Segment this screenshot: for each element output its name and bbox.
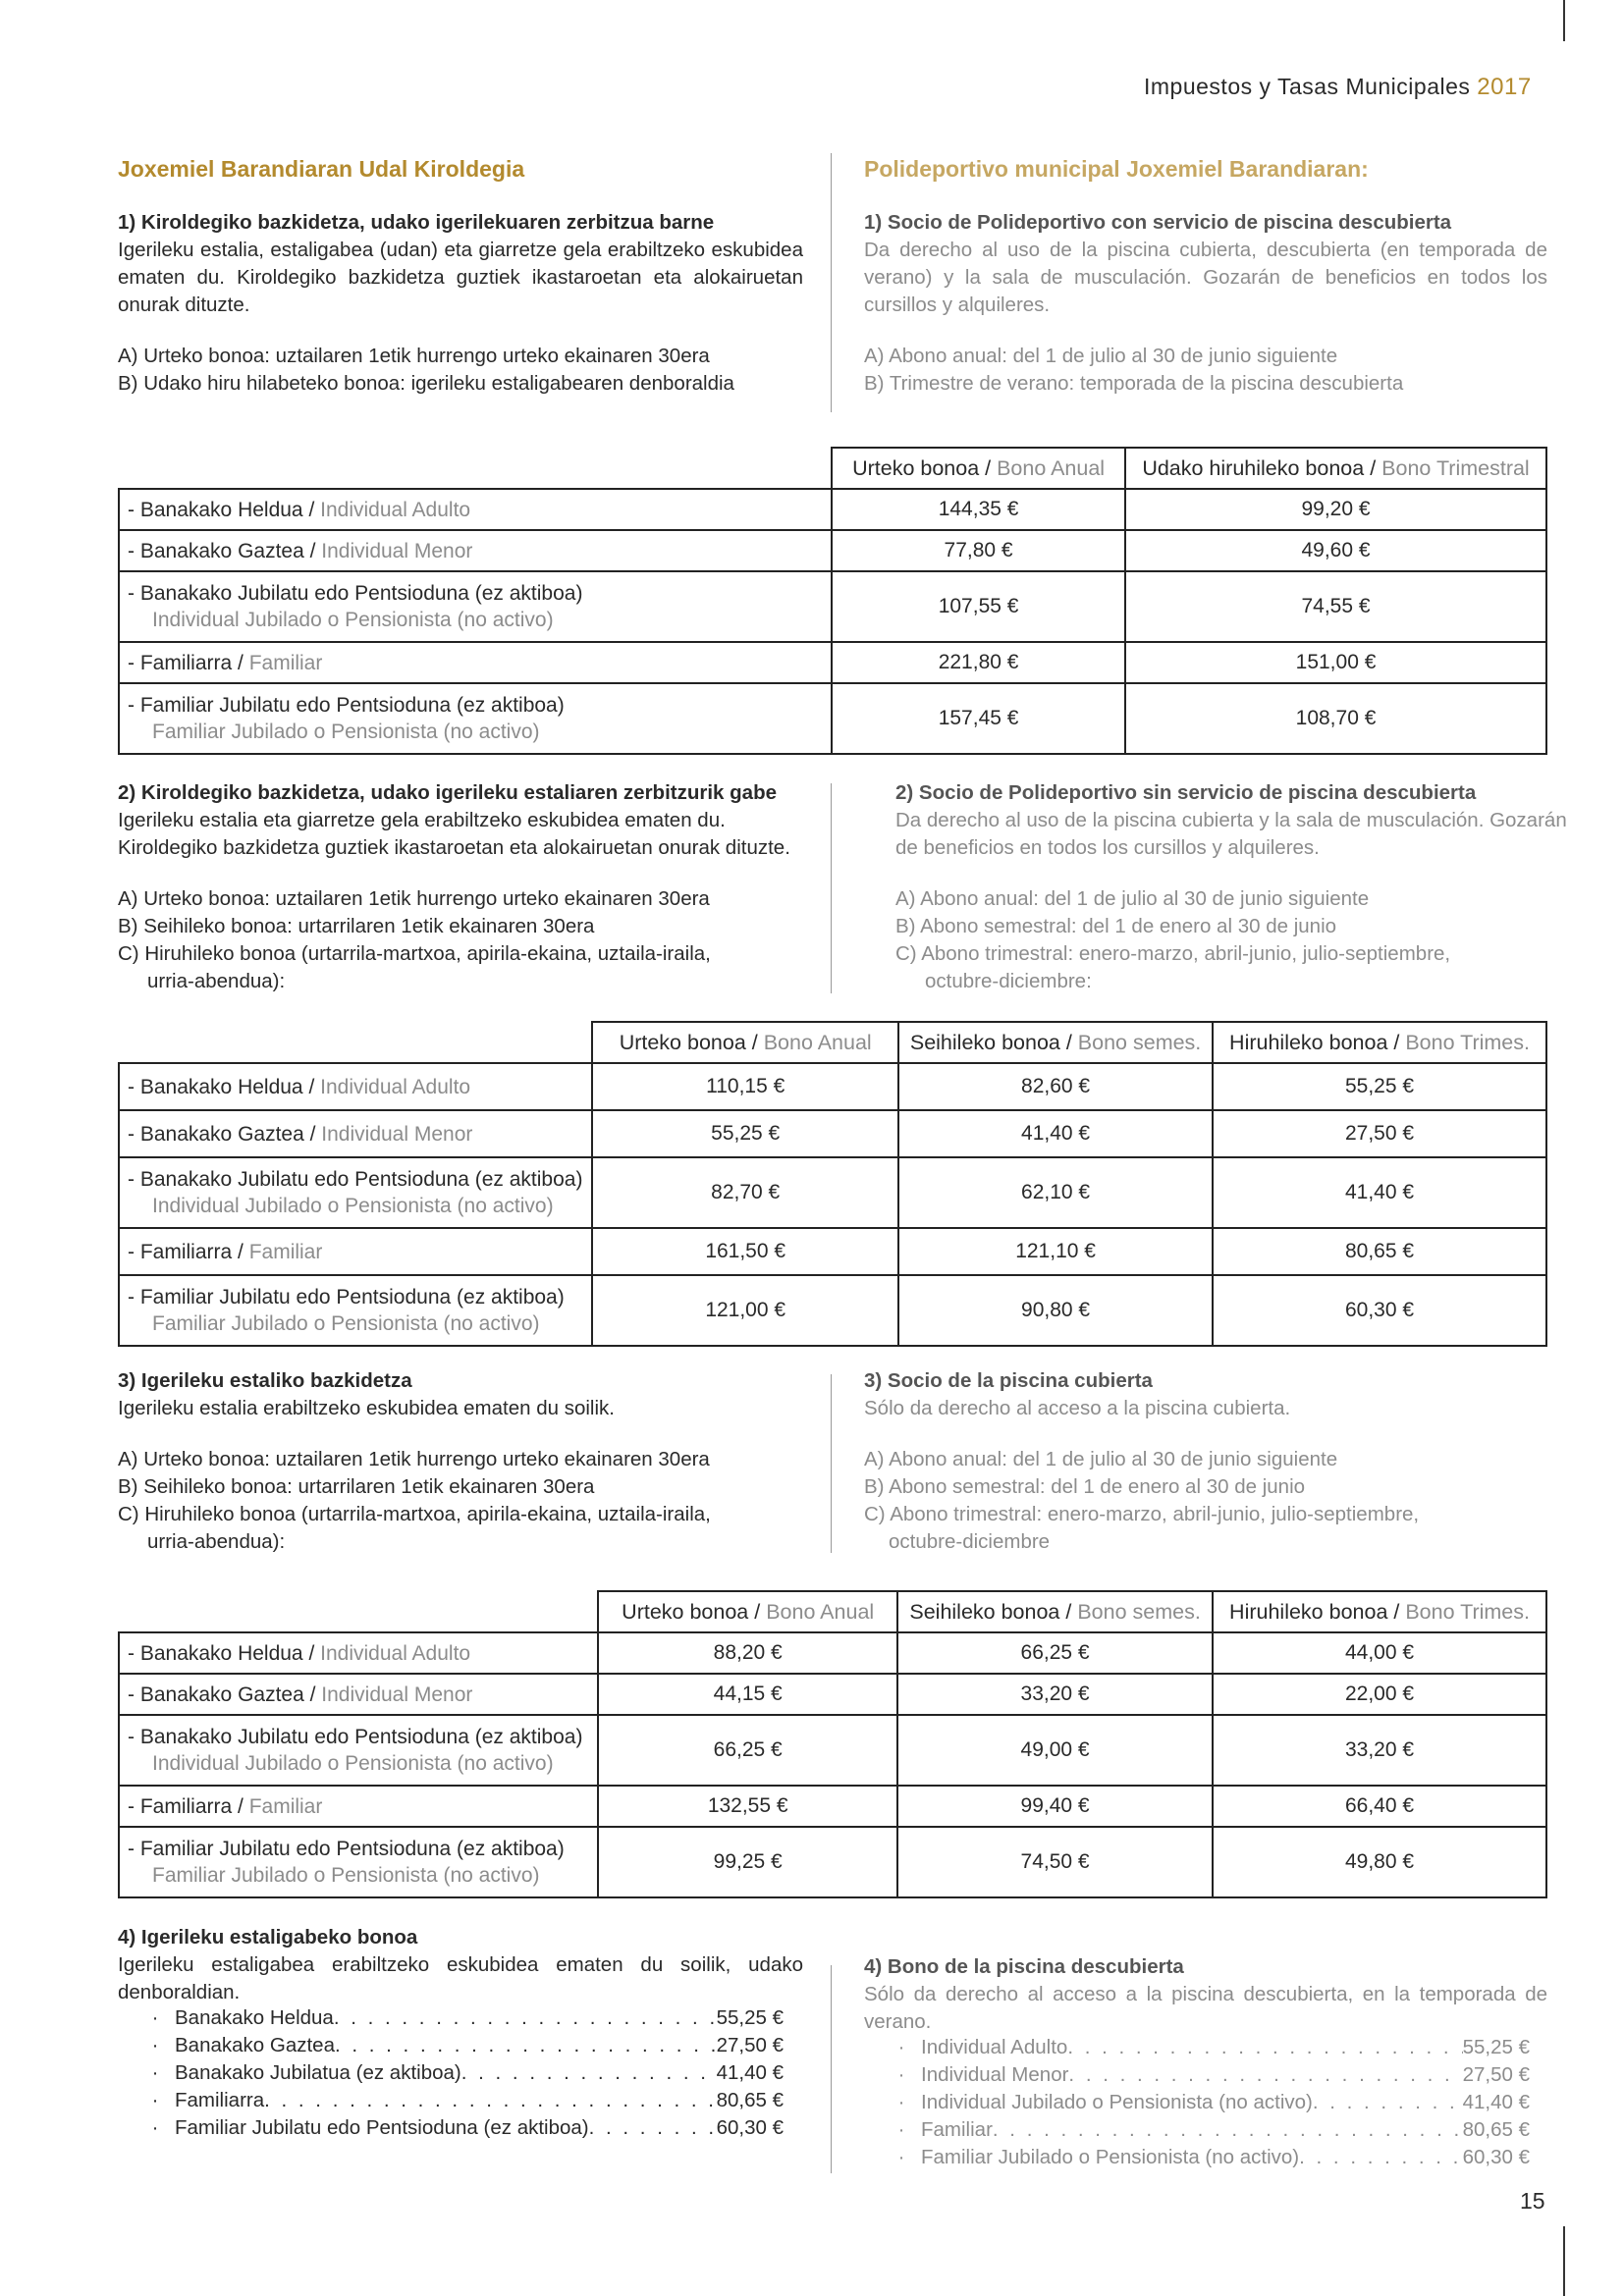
- s2-es-a: A) Abono anual: del 1 de julio al 30 de junio siguiente: [895, 887, 1370, 910]
- s3-eu-a: A) Urteko bonoa: uztailaren 1etik hurrengo urteko ekainaren 30era: [118, 1448, 710, 1470]
- table-row: - Banakako Heldua / Individual Adulto 110,15 € 82,60 € 55,25 €: [119, 1063, 1546, 1110]
- list-item: · Banakako Jubilatua (ez aktiboa) . . . 41,40 €: [135, 2059, 784, 2087]
- bottom-margin-rule: [1563, 2226, 1565, 2296]
- s4-es-price-list: [882, 2034, 1530, 2171]
- s3-es-c1: C) Abono trimestral: enero-marzo, abril-junio, julio-septiembre,: [864, 1503, 1420, 1525]
- s4-eu-price-list: [135, 2004, 784, 2142]
- s2-es-body-2: de beneficios en todos los cursillos y alquileres.: [895, 836, 1320, 859]
- table-header: Hiruhileko bonoa / Bono Trimes.: [1213, 1022, 1546, 1063]
- top-margin-rule: [1563, 0, 1565, 41]
- table-header: Urteko bonoa / Bono Anual: [598, 1591, 897, 1632]
- right-heading: Polideportivo municipal Joxemiel Barandiaran:: [864, 156, 1369, 182]
- s2-es-b: B) Abono semestral: del 1 de enero al 30 de junio: [895, 915, 1337, 937]
- s1-es-body: Da derecho al uso de la piscina cubierta, descubierta (en temporada de verano) y la sala de musculación. Gozarán de beneficios en todos los cursillos y alquileres.: [864, 239, 1547, 316]
- s3-eu-b: B) Seihileko bonoa: urtarrilaren 1etik ekainaren 30era: [118, 1475, 595, 1498]
- table-header-row: [119, 1022, 1546, 1063]
- table-header: Seihileko bonoa / Bono semes.: [897, 1591, 1213, 1632]
- table-row: - Banakako Gaztea / Individual Menor 77,80 € 49,60 €: [119, 530, 1546, 571]
- table-row: - Familiar Jubilatu edo Pentsioduna (ez aktiboa) Familiar Jubilado o Pensionista (no activo) 99,25 € 74,50 € 49,80 €: [119, 1827, 1546, 1897]
- page-header: [1144, 73, 1532, 101]
- header-year: 2017: [1477, 74, 1532, 100]
- s1-spanish: [864, 209, 1547, 398]
- s4-es-title: 4) Bono de la piscina descubierta: [864, 1955, 1184, 1978]
- list-item: · Individual Menor . . . 27,50 €: [882, 2061, 1530, 2089]
- s2-eu-body-2: Kiroldegiko bazkidetza guztiek ikastaroetan eta alokairuetan onurak dituzte.: [118, 836, 790, 859]
- s3-spanish: [864, 1367, 1547, 1556]
- table-row: - Banakako Heldua / Individual Adulto 144,35 € 99,20 €: [119, 489, 1546, 530]
- s3-eu-title: 3) Igerileku estaliko bazkidetza: [118, 1369, 412, 1392]
- list-item: · Banakako Gaztea . . . 27,50 €: [135, 2032, 784, 2059]
- table-row: - Banakako Gaztea / Individual Menor 44,15 € 33,20 € 22,00 €: [119, 1674, 1546, 1715]
- s2-eu-body-1: Igerileku estalia eta giarretze gela erabiltzeko eskubidea ematen du.: [118, 809, 726, 831]
- table-row: - Banakako Heldua / Individual Adulto 88,20 € 66,25 € 44,00 €: [119, 1632, 1546, 1674]
- table-row: - Banakako Jubilatu edo Pentsioduna (ez aktiboa) Individual Jubilado o Pensionista (no activo) 82,70 € 62,10 € 41,40 €: [119, 1157, 1546, 1228]
- s2-basque: [118, 779, 815, 995]
- s2-es-c2: octubre-diciembre:: [925, 970, 1092, 992]
- table-row: - Banakako Jubilatu edo Pentsioduna (ez aktiboa) Individual Jubilado o Pensionista (no activo) 107,55 € 74,55 €: [119, 571, 1546, 642]
- s2-eu-b: B) Seihileko bonoa: urtarrilaren 1etik ekainaren 30era: [118, 915, 595, 937]
- s2-eu-c2: urria-abendua):: [147, 970, 286, 992]
- list-item: · Individual Adulto . . . 55,25 €: [882, 2034, 1530, 2061]
- table-row: - Familiarra / Familiar 132,55 € 99,40 € 66,40 €: [119, 1786, 1546, 1827]
- list-item: · Familiar Jubilado o Pensionista (no activo) . . . 60,30 €: [882, 2144, 1530, 2171]
- s2-eu-c1: C) Hiruhileko bonoa (urtarrila-martxoa, apirila-ekaina, uztaila-iraila,: [118, 942, 711, 965]
- s4-eu-title: 4) Igerileku estaligabeko bonoa: [118, 1926, 418, 1949]
- s4-spanish: [864, 1953, 1547, 2036]
- s2-eu-a: A) Urteko bonoa: uztailaren 1etik hurrengo urteko ekainaren 30era: [118, 887, 710, 910]
- s4-basque: [118, 1924, 803, 2006]
- s4-es-body: Sólo da derecho al acceso a la piscina descubierta, en la temporada de verano.: [864, 1983, 1547, 2033]
- s4-eu-body: Igerileku estaligabea erabiltzeko eskubidea ematen du soilik, udako denboraldian.: [118, 1953, 803, 2003]
- s2-eu-title: 2) Kiroldegiko bazkidetza, udako igerileku estaliaren zerbitzurik gabe: [118, 781, 777, 804]
- table-header: Urteko bonoa / Bono Anual: [832, 448, 1125, 489]
- s3-basque: [118, 1367, 815, 1556]
- table-row: - Familiar Jubilatu edo Pentsioduna (ez aktiboa) Familiar Jubilado o Pensionista (no activo) 157,45 € 108,70 €: [119, 683, 1546, 754]
- table-row: - Familiar Jubilatu edo Pentsioduna (ez aktiboa) Familiar Jubilado o Pensionista (no activo) 121,00 € 90,80 € 60,30 €: [119, 1275, 1546, 1346]
- fee-table-1: [118, 447, 1547, 755]
- s1-eu-title: 1) Kiroldegiko bazkidetza, udako igerilekuaren zerbitzua barne: [118, 211, 715, 234]
- header-title: Impuestos y Tasas Municipales: [1144, 74, 1471, 99]
- table-row: - Banakako Gaztea / Individual Menor 55,25 € 41,40 € 27,50 €: [119, 1110, 1546, 1157]
- table-header: Seihileko bonoa / Bono semes.: [898, 1022, 1213, 1063]
- table-header: Urteko bonoa / Bono Anual: [592, 1022, 898, 1063]
- fee-table-2: [118, 1021, 1547, 1347]
- list-item: · Familiar . . . 80,65 €: [882, 2116, 1530, 2144]
- list-item: · Individual Jubilado o Pensionista (no activo) . . . 41,40 €: [882, 2089, 1530, 2116]
- s2-es-title: 2) Socio de Polideportivo sin servicio de piscina descubierta: [895, 781, 1477, 804]
- table-header: Hiruhileko bonoa / Bono Trimes.: [1213, 1591, 1546, 1632]
- column-separator-3: [831, 1374, 832, 1553]
- column-separator-2: [831, 783, 832, 993]
- fee-table-3: [118, 1590, 1547, 1898]
- table-header: Udako hiruhileko bonoa / Bono Trimestral: [1125, 448, 1546, 489]
- column-separator-4: [831, 1965, 832, 2173]
- page-number: 15: [1520, 2188, 1545, 2214]
- s1-es-title: 1) Socio de Polideportivo con servicio de piscina descubierta: [864, 211, 1452, 234]
- s3-es-body: Sólo da derecho al acceso a la piscina cubierta.: [864, 1397, 1291, 1419]
- column-separator-1: [831, 153, 832, 412]
- list-item: · Familiarra . . . 80,65 €: [135, 2087, 784, 2114]
- s2-es-body-1: Da derecho al uso de la piscina cubierta y la sala de musculación. Gozarán: [895, 809, 1567, 831]
- s1-eu-a: A) Urteko bonoa: uztailaren 1etik hurrengo urteko ekainaren 30era: [118, 345, 710, 367]
- left-heading: Joxemiel Barandiaran Udal Kiroldegia: [118, 156, 525, 182]
- table-row: - Banakako Jubilatu edo Pentsioduna (ez aktiboa) Individual Jubilado o Pensionista (no activo) 66,25 € 49,00 € 33,20 €: [119, 1715, 1546, 1786]
- s3-es-b: B) Abono semestral: del 1 de enero al 30 de junio: [864, 1475, 1306, 1498]
- s3-es-title: 3) Socio de la piscina cubierta: [864, 1369, 1153, 1392]
- s3-es-c2: octubre-diciembre: [889, 1530, 1051, 1553]
- table-row: - Familiarra / Familiar 221,80 € 151,00 €: [119, 642, 1546, 683]
- s3-eu-body: Igerileku estalia erabiltzeko eskubidea ematen du soilik.: [118, 1397, 615, 1419]
- s1-es-b: B) Trimestre de verano: temporada de la piscina descubierta: [864, 372, 1404, 395]
- s2-spanish: [895, 779, 1567, 995]
- table-header-row: [119, 1591, 1546, 1632]
- s2-es-c1: C) Abono trimestral: enero-marzo, abril-junio, julio-septiembre,: [895, 942, 1451, 965]
- s3-es-a: A) Abono anual: del 1 de julio al 30 de junio siguiente: [864, 1448, 1338, 1470]
- list-item: · Familiar Jubilatu edo Pentsioduna (ez aktiboa) . . . 60,30 €: [135, 2114, 784, 2142]
- table-header-row: [119, 448, 1546, 489]
- s1-es-a: A) Abono anual: del 1 de julio al 30 de junio siguiente: [864, 345, 1338, 367]
- s1-basque: [118, 209, 803, 398]
- s3-eu-c2: urria-abendua):: [147, 1530, 286, 1553]
- s1-eu-b: B) Udako hiru hilabeteko bonoa: igerileku estaligabearen denboraldia: [118, 372, 734, 395]
- list-item: · Banakako Heldua . . . 55,25 €: [135, 2004, 784, 2032]
- s1-eu-body: Igerileku estalia, estaligabea (udan) eta giarretze gela erabiltzeko eskubidea ematen du. Kiroldegiko bazkidetza guztiek ikastaroetan eta alokairuetan onurak dituzte.: [118, 239, 803, 316]
- table-row: - Familiarra / Familiar 161,50 € 121,10 € 80,65 €: [119, 1228, 1546, 1275]
- s3-eu-c1: C) Hiruhileko bonoa (urtarrila-martxoa, apirila-ekaina, uztaila-iraila,: [118, 1503, 711, 1525]
